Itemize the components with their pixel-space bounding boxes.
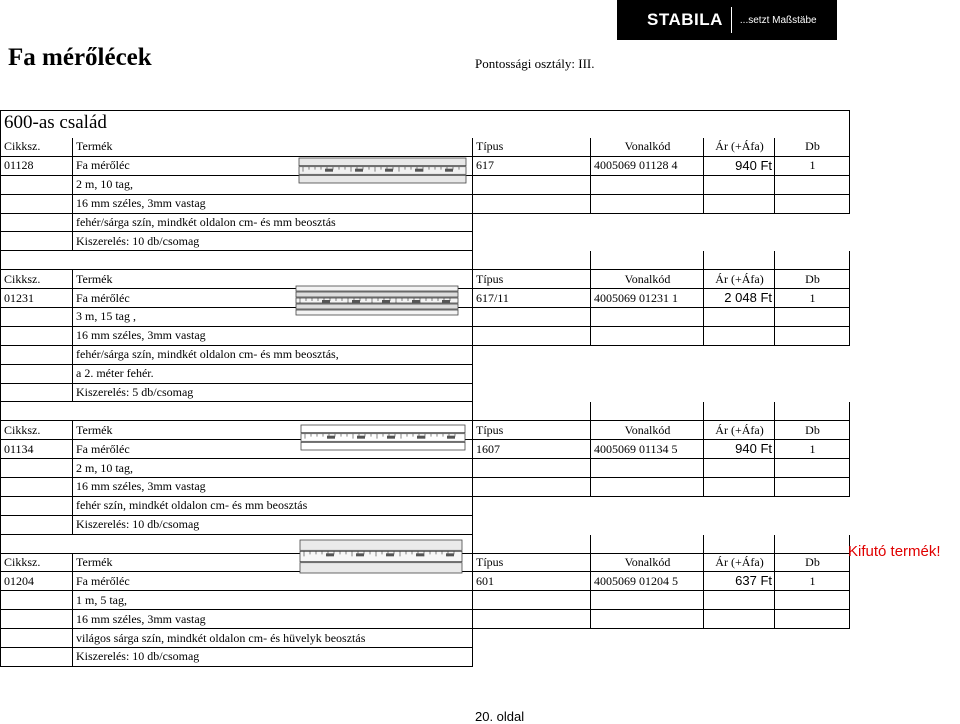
price-value: 2 048 Ft: [724, 290, 772, 306]
detail-empty: [473, 629, 591, 648]
detail-empty: [1, 364, 73, 383]
family-header: [1, 111, 850, 138]
product-code: 01231: [1, 289, 73, 308]
header-price: Ár (+Áfa): [704, 138, 775, 157]
detail-empty: [775, 326, 850, 345]
header-price: Ár (+Áfa): [704, 270, 775, 289]
detail-empty: [704, 232, 775, 251]
detail-empty: [775, 591, 850, 610]
header-product: Termék: [73, 270, 473, 289]
page-number: 20. oldal: [475, 709, 525, 724]
product-qty: 1: [775, 289, 850, 308]
detail-empty: [591, 591, 704, 610]
ruler-yellow-icon: [295, 156, 470, 186]
header-qty: Db: [775, 421, 850, 440]
detail-empty: [775, 364, 850, 383]
product-name: Fa mérőléc: [73, 156, 473, 175]
detail-empty: [591, 364, 704, 383]
detail-empty: [591, 175, 704, 194]
spacer-cell: [704, 534, 775, 553]
detail-row: [1, 591, 850, 610]
product-table: [0, 110, 850, 667]
detail-empty: [591, 326, 704, 345]
detail-empty: [473, 213, 591, 232]
product-type: 601: [473, 572, 591, 591]
header-qty: Db: [775, 138, 850, 157]
spacer-cell: [591, 534, 704, 553]
logo-brand: STABILA: [647, 10, 723, 29]
spacer-cell: [775, 402, 850, 421]
detail-empty: [704, 345, 775, 364]
detail-empty: [1, 591, 73, 610]
detail-empty: [1, 232, 73, 251]
product-barcode: 4005069 01231 1: [591, 289, 704, 308]
detail-empty: [473, 478, 591, 497]
spacer-cell: [591, 251, 704, 270]
detail-empty: [775, 478, 850, 497]
header-barcode: Vonalkód: [591, 138, 704, 157]
header-qty: Db: [775, 553, 850, 572]
header-type: Típus: [473, 421, 591, 440]
product-price: [704, 156, 775, 175]
detail-empty: [704, 175, 775, 194]
detail-empty: [1, 213, 73, 232]
detail-empty: [1, 175, 73, 194]
detail-empty: [591, 383, 704, 402]
product-name: Fa mérőléc: [73, 572, 473, 591]
detail-empty: [591, 496, 704, 515]
detail-empty: [704, 478, 775, 497]
detail-empty: [473, 194, 591, 213]
header-price: Ár (+Áfa): [704, 553, 775, 572]
product-code: 01128: [1, 156, 73, 175]
detail-empty: [1, 345, 73, 364]
product-price: [704, 440, 775, 459]
logo-divider: [731, 7, 732, 33]
detail-empty: [591, 515, 704, 534]
detail-empty: [704, 194, 775, 213]
product-type: 1607: [473, 440, 591, 459]
product-detail: Kiszerelés: 10 db/csomag: [73, 648, 473, 667]
product-detail: 1 m, 5 tag,: [73, 591, 473, 610]
product-barcode: 4005069 01128 4: [591, 156, 704, 175]
detail-empty: [775, 629, 850, 648]
logo-slogan: ...setzt Maßstäbe: [739, 14, 817, 26]
detail-empty: [591, 629, 704, 648]
price-value: 940 Ft: [735, 441, 772, 457]
header-code: Cikksz.: [1, 421, 73, 440]
detail-empty: [704, 364, 775, 383]
product-type: 617/11: [473, 289, 591, 308]
detail-empty: [704, 326, 775, 345]
detail-empty: [775, 383, 850, 402]
product-detail: 3 m, 15 tag ,: [73, 308, 473, 327]
detail-empty: [775, 610, 850, 629]
product-detail: 2 m, 10 tag,: [73, 175, 473, 194]
detail-empty: [591, 610, 704, 629]
product-barcode: 4005069 01134 5: [591, 440, 704, 459]
detail-row: [1, 478, 850, 497]
detail-empty: [473, 326, 591, 345]
header-type: Típus: [473, 553, 591, 572]
detail-empty: [1, 648, 73, 667]
detail-empty: [1, 194, 73, 213]
ruler-light-yellow-icon: [296, 538, 466, 576]
detail-empty: [591, 648, 704, 667]
detail-empty: [775, 459, 850, 478]
detail-empty: [473, 610, 591, 629]
detail-empty: [473, 364, 591, 383]
product-detail: a 2. méter fehér.: [73, 364, 473, 383]
detail-empty: [704, 213, 775, 232]
detail-empty: [591, 232, 704, 251]
detail-empty: [1, 478, 73, 497]
header-barcode: Vonalkód: [591, 270, 704, 289]
detail-row: [1, 610, 850, 629]
detail-empty: [704, 459, 775, 478]
product-detail: Kiszerelés: 10 db/csomag: [73, 232, 473, 251]
product-detail: Kiszerelés: 10 db/csomag: [73, 515, 473, 534]
detail-empty: [775, 194, 850, 213]
detail-empty: [775, 175, 850, 194]
detail-row: [1, 364, 850, 383]
spacer-cell: [775, 251, 850, 270]
detail-empty: [775, 515, 850, 534]
page-title: Fa mérőlécek: [8, 44, 152, 71]
detail-empty: [591, 478, 704, 497]
detail-empty: [704, 591, 775, 610]
spacer-cell: [1, 402, 473, 421]
detail-row: [1, 194, 850, 213]
header-barcode: Vonalkód: [591, 553, 704, 572]
detail-empty: [473, 232, 591, 251]
detail-row: [1, 496, 850, 515]
header-type: Típus: [473, 270, 591, 289]
detail-empty: [473, 308, 591, 327]
detail-empty: [1, 326, 73, 345]
detail-empty: [591, 345, 704, 364]
product-barcode: 4005069 01204 5: [591, 572, 704, 591]
header-product: Termék: [73, 138, 473, 157]
detail-row: [1, 345, 850, 364]
detail-empty: [704, 629, 775, 648]
detail-empty: [704, 515, 775, 534]
product-detail: 16 mm széles, 3mm vastag: [73, 478, 473, 497]
detail-empty: [591, 459, 704, 478]
header-qty: Db: [775, 270, 850, 289]
detail-empty: [1, 383, 73, 402]
spacer-cell: [591, 402, 704, 421]
product-qty: 1: [775, 572, 850, 591]
spacer-cell: [473, 534, 591, 553]
detail-empty: [704, 496, 775, 515]
detail-row: [1, 326, 850, 345]
product-detail: 2 m, 10 tag,: [73, 459, 473, 478]
header-code: Cikksz.: [1, 138, 73, 157]
detail-empty: [775, 213, 850, 232]
price-value: 940 Ft: [735, 157, 772, 173]
detail-empty: [704, 648, 775, 667]
header-type: Típus: [473, 138, 591, 157]
spacer-cell: [1, 251, 473, 270]
product-price: [704, 289, 775, 308]
detail-empty: [591, 308, 704, 327]
product-detail: 16 mm széles, 3mm vastag: [73, 326, 473, 345]
header-barcode: Vonalkód: [591, 421, 704, 440]
header-product: Termék: [73, 553, 473, 572]
detail-row: [1, 213, 850, 232]
spacer-cell: [473, 251, 591, 270]
product-qty: 1: [775, 440, 850, 459]
detail-row: [1, 515, 850, 534]
product-code: 01134: [1, 440, 73, 459]
detail-row: [1, 232, 850, 251]
detail-empty: [473, 345, 591, 364]
detail-empty: [1, 515, 73, 534]
detail-empty: [591, 194, 704, 213]
detail-row: [1, 648, 850, 667]
product-price: [704, 572, 775, 591]
product-code: 01204: [1, 572, 73, 591]
product-qty: 1: [775, 156, 850, 175]
detail-empty: [473, 383, 591, 402]
spacer-row: [1, 251, 850, 270]
detail-row: [1, 629, 850, 648]
detail-empty: [704, 383, 775, 402]
accuracy-class: Pontossági osztály: III.: [475, 56, 595, 71]
header-code: Cikksz.: [1, 270, 73, 289]
product-detail: fehér/sárga szín, mindkét oldalon cm- és mm beosztás: [73, 213, 473, 232]
price-value: 637 Ft: [735, 573, 772, 589]
product-detail: Kiszerelés: 5 db/csomag: [73, 383, 473, 402]
detail-row: [1, 383, 850, 402]
spacer-cell: [473, 402, 591, 421]
detail-row: [1, 459, 850, 478]
product-type: 617: [473, 156, 591, 175]
product-name: Fa mérőléc: [73, 440, 473, 459]
detail-empty: [1, 459, 73, 478]
family-title: 600-as család: [4, 112, 107, 133]
detail-empty: [591, 213, 704, 232]
spacer-cell: [704, 251, 775, 270]
product-name: Fa mérőléc: [73, 289, 473, 308]
detail-empty: [473, 496, 591, 515]
ruler-stacked-icon: [292, 284, 462, 318]
product-detail: 16 mm széles, 3mm vastag: [73, 194, 473, 213]
spacer-row: [1, 402, 850, 421]
detail-empty: [473, 591, 591, 610]
ruler-white-icon: [297, 423, 469, 453]
detail-empty: [775, 648, 850, 667]
detail-empty: [1, 629, 73, 648]
product-detail: világos sárga szín, mindkét oldalon cm- és hüvelyk beosztás: [73, 629, 473, 648]
detail-empty: [473, 648, 591, 667]
product-detail: 16 mm széles, 3mm vastag: [73, 610, 473, 629]
detail-empty: [775, 308, 850, 327]
spacer-cell: [704, 402, 775, 421]
header-price: Ár (+Áfa): [704, 421, 775, 440]
detail-empty: [473, 459, 591, 478]
header-code: Cikksz.: [1, 553, 73, 572]
discontinued-label: Kifutó termék!: [848, 543, 941, 560]
header-row: [1, 138, 850, 157]
detail-empty: [1, 496, 73, 515]
detail-empty: [1, 308, 73, 327]
product-detail: fehér/sárga szín, mindkét oldalon cm- és mm beosztás,: [73, 345, 473, 364]
detail-empty: [473, 515, 591, 534]
detail-empty: [704, 308, 775, 327]
detail-empty: [704, 610, 775, 629]
detail-empty: [775, 345, 850, 364]
header-product: Termék: [73, 421, 473, 440]
stabila-logo: [617, 0, 837, 40]
detail-empty: [473, 175, 591, 194]
spacer-cell: [775, 534, 850, 553]
detail-empty: [775, 232, 850, 251]
product-detail: fehér szín, mindkét oldalon cm- és mm beosztás: [73, 496, 473, 515]
detail-empty: [1, 610, 73, 629]
detail-empty: [775, 496, 850, 515]
